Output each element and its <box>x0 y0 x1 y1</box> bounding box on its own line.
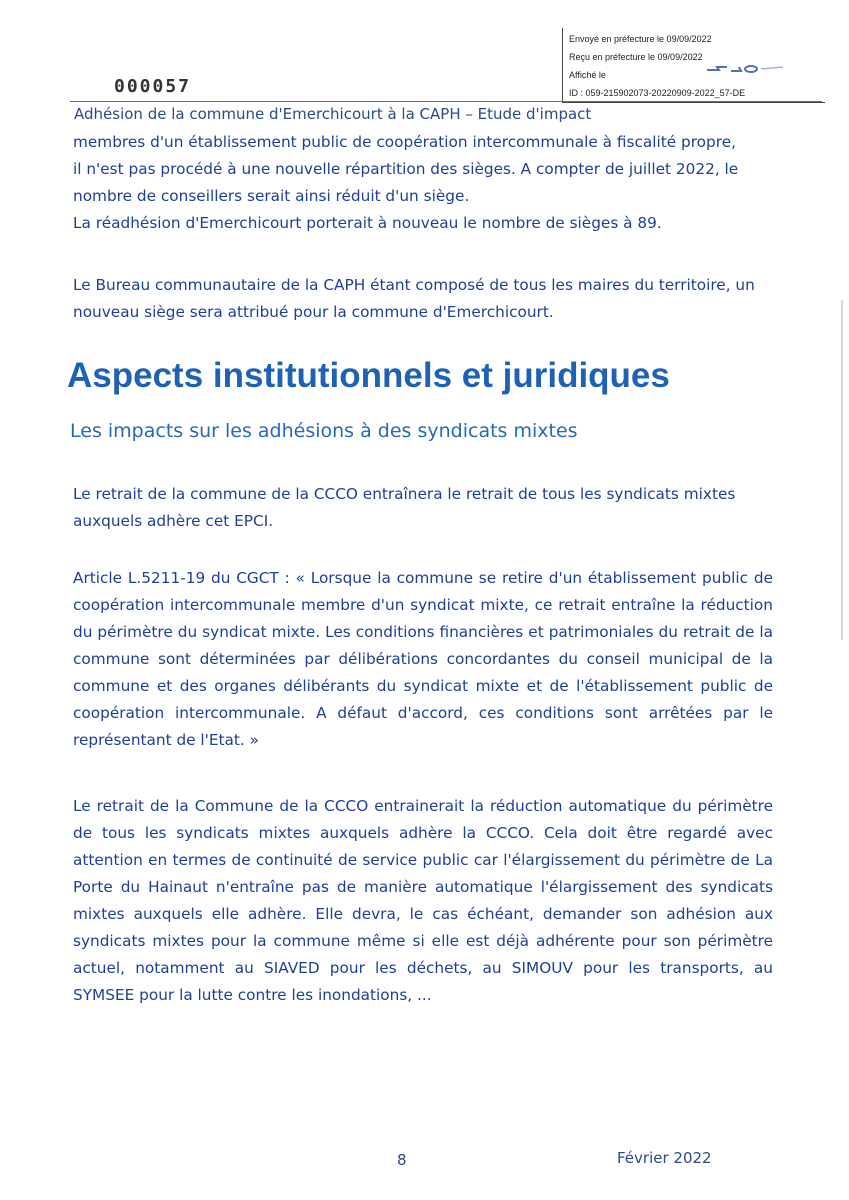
content-paragraph-1 <box>73 481 773 535</box>
intro-paragraph-1 <box>73 129 773 237</box>
article-quote: Article L.5211-19 du CGCT : « Lorsque la commune se retire d'un établissement public de coopération intercommunale membre d'un syndicat mixte, ce retrait entraîne la réduction du périmètre du syndicat mixte. Les conditions financières et patrimoniales du retrait de la commune sont déterminées par délibérations concordantes du conseil municipal de la commune et des organes délibérants du syndicat mixte et de l'établissement public de coopération intercommunale. A défaut d'accord, ces conditions sont arrêtées par le représentant de l'Etat. » <box>73 569 773 749</box>
intro-line: il n'est pas procédé à une nouvelle répartition des sièges. A compter de juillet 2022, le <box>73 160 739 178</box>
intro-line: La réadhésion d'Emerchicourt porterait à nouveau le nombre de sièges à 89. <box>73 214 662 232</box>
stamp-id: ID : 059-215902073-20220909-2022_57-DE <box>569 88 746 98</box>
stamp-received-date: Reçu en préfecture le 09/09/2022 <box>569 52 703 62</box>
page-number: 8 <box>397 1151 407 1169</box>
bureau-paragraph: Le Bureau communautaire de la CAPH étant composé de tous les maires du territoire, un nouveau siège sera attribué pour la commune d'Emerchicourt. <box>73 276 755 321</box>
footer-date: Février 2022 <box>617 1149 712 1167</box>
section-heading: Aspects institutionnels et juridiques <box>67 356 670 395</box>
consequence-paragraph: Le retrait de la Commune de la CCCO entrainerait la réduction automatique du périmètre de tous les syndicats mixtes auxquels adhère la CCCO. Cela doit être regardé avec attention en termes de continuité de service public car l'élargissement du périmètre de La Porte du Hainaut n'entraîne pas de manière automatique l'élargissement des syndicats mixtes auxquels elle adhère. Elle devra, le cas échéant, demander son adhésion aux syndicats mixtes pour la commune même si elle est déjà adhérente pour son périmètre actuel, notamment au SIAVED pour les déchets, au SIMOUV pour les transports, au SYMSEE pour la lutte contre les inondations, ... <box>73 797 773 1004</box>
slo-logo-icon <box>705 64 785 74</box>
intro-line: membres d'un établissement public de coopération intercommunale à fiscalité propre, <box>73 133 736 151</box>
stamp-sent-date: Envoyé en préfecture le 09/09/2022 <box>569 34 712 44</box>
running-header: Adhésion de la commune d'Emerchicourt à la CAPH – Etude d'impact <box>74 105 592 123</box>
content-paragraph-2 <box>73 565 773 754</box>
document-number: 000057 <box>114 76 192 97</box>
withdrawal-paragraph: Le retrait de la commune de la CCCO entraînera le retrait de tous les syndicats mixtes auxquels adhère cet EPCI. <box>73 485 736 530</box>
header-divider <box>70 101 822 102</box>
content-paragraph-3 <box>73 793 773 1009</box>
intro-line: nombre de conseillers serait ainsi réduit d'un siège. <box>73 187 470 205</box>
prefecture-stamp <box>562 28 825 103</box>
scan-edge-mark <box>841 300 843 640</box>
intro-paragraph-2 <box>73 272 773 326</box>
section-subheading: Les impacts sur les adhésions à des syndicats mixtes <box>70 420 578 442</box>
stamp-posted: Affiché le <box>569 70 606 80</box>
